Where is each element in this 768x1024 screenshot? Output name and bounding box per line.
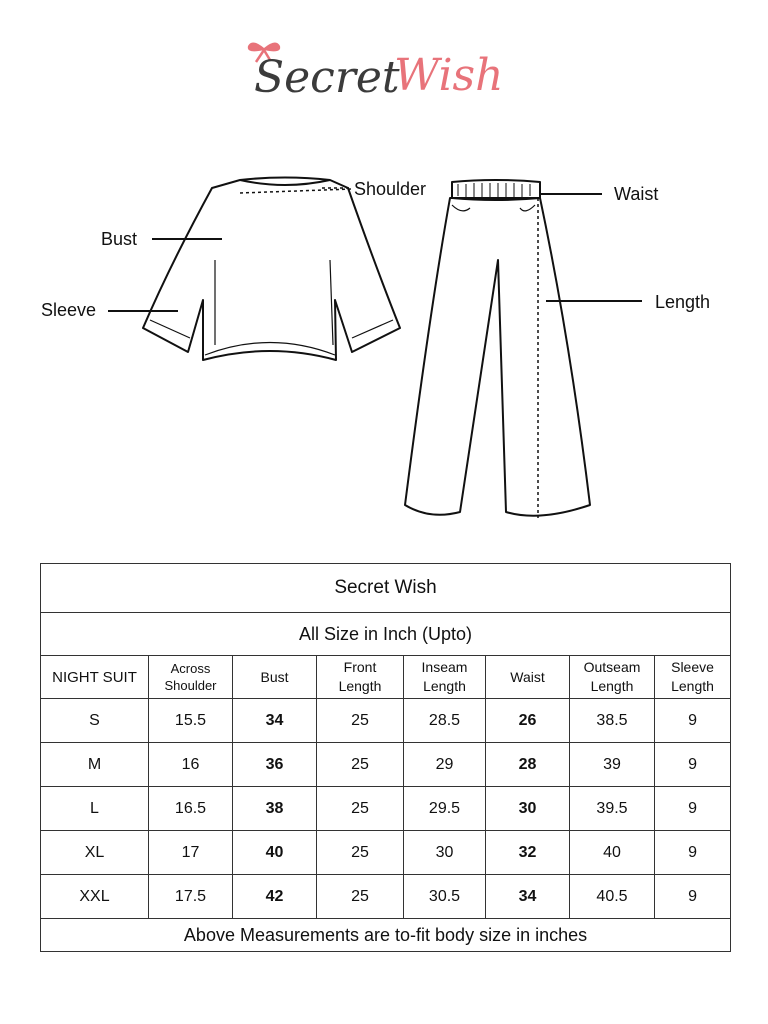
cell-front-length: 25: [317, 831, 404, 875]
table-row: [41, 787, 731, 831]
cell-waist: 30: [486, 787, 570, 831]
cell-size: XL: [41, 831, 149, 875]
cell-sleeve-length: 9: [655, 787, 731, 831]
garment-diagram: [0, 160, 768, 540]
cell-front-length: 25: [317, 787, 404, 831]
header-front-length: Front Length: [317, 656, 404, 699]
table-title: Secret Wish: [41, 564, 731, 613]
cell-sleeve-length: 9: [655, 875, 731, 919]
label-waist: Waist: [614, 184, 659, 204]
cell-bust: 34: [233, 699, 317, 743]
cell-inseam-length: 30.5: [404, 875, 486, 919]
header-across-shoulder: Across Shoulder: [149, 656, 233, 699]
label-shoulder: Shoulder: [354, 179, 427, 199]
cell-across-shoulder: 16: [149, 743, 233, 787]
table-footer-note: Above Measurements are to-fit body size in inches: [41, 919, 731, 952]
cell-bust: 38: [233, 787, 317, 831]
table-row: [41, 743, 731, 787]
brand-name-part2: Wish: [394, 50, 504, 101]
top-garment-drawing: [143, 178, 400, 361]
cell-across-shoulder: 17: [149, 831, 233, 875]
cell-front-length: 25: [317, 875, 404, 919]
cell-bust: 40: [233, 831, 317, 875]
cell-front-length: 25: [317, 743, 404, 787]
table-header-row: [41, 656, 731, 699]
brand-logo: [0, 30, 768, 110]
header-outseam-length: Outseam Length: [570, 656, 655, 699]
cell-outseam-length: 38.5: [570, 699, 655, 743]
cell-across-shoulder: 17.5: [149, 875, 233, 919]
brand-name-part1: Secret: [254, 52, 400, 103]
cell-inseam-length: 29.5: [404, 787, 486, 831]
cell-waist: 32: [486, 831, 570, 875]
table-row: [41, 875, 731, 919]
cell-size: L: [41, 787, 149, 831]
cell-sleeve-length: 9: [655, 743, 731, 787]
cell-outseam-length: 40: [570, 831, 655, 875]
cell-inseam-length: 30: [404, 831, 486, 875]
cell-outseam-length: 39.5: [570, 787, 655, 831]
cell-size: M: [41, 743, 149, 787]
cell-front-length: 25: [317, 699, 404, 743]
table-row: [41, 699, 731, 743]
table-subtitle: All Size in Inch (Upto): [41, 613, 731, 656]
size-chart-table: [40, 563, 731, 952]
cell-waist: 28: [486, 743, 570, 787]
cell-size: XXL: [41, 875, 149, 919]
label-bust: Bust: [101, 229, 138, 249]
cell-bust: 36: [233, 743, 317, 787]
cell-size: S: [41, 699, 149, 743]
table-row: [41, 831, 731, 875]
header-night-suit: NIGHT SUIT: [41, 656, 149, 699]
cell-sleeve-length: 9: [655, 699, 731, 743]
cell-outseam-length: 39: [570, 743, 655, 787]
cell-across-shoulder: 16.5: [149, 787, 233, 831]
cell-inseam-length: 29: [404, 743, 486, 787]
brand-logo-svg: [234, 30, 534, 110]
pants-drawing: [405, 180, 590, 516]
header-sleeve-length: Sleeve Length: [655, 656, 731, 699]
header-waist: Waist: [486, 656, 570, 699]
cell-waist: 34: [486, 875, 570, 919]
label-sleeve: Sleeve: [41, 300, 97, 320]
cell-bust: 42: [233, 875, 317, 919]
cell-inseam-length: 28.5: [404, 699, 486, 743]
cell-outseam-length: 40.5: [570, 875, 655, 919]
cell-sleeve-length: 9: [655, 831, 731, 875]
cell-waist: 26: [486, 699, 570, 743]
label-length: Length: [655, 292, 711, 312]
header-bust: Bust: [233, 656, 317, 699]
garment-drawing: [0, 160, 768, 540]
cell-across-shoulder: 15.5: [149, 699, 233, 743]
header-inseam-length: Inseam Length: [404, 656, 486, 699]
